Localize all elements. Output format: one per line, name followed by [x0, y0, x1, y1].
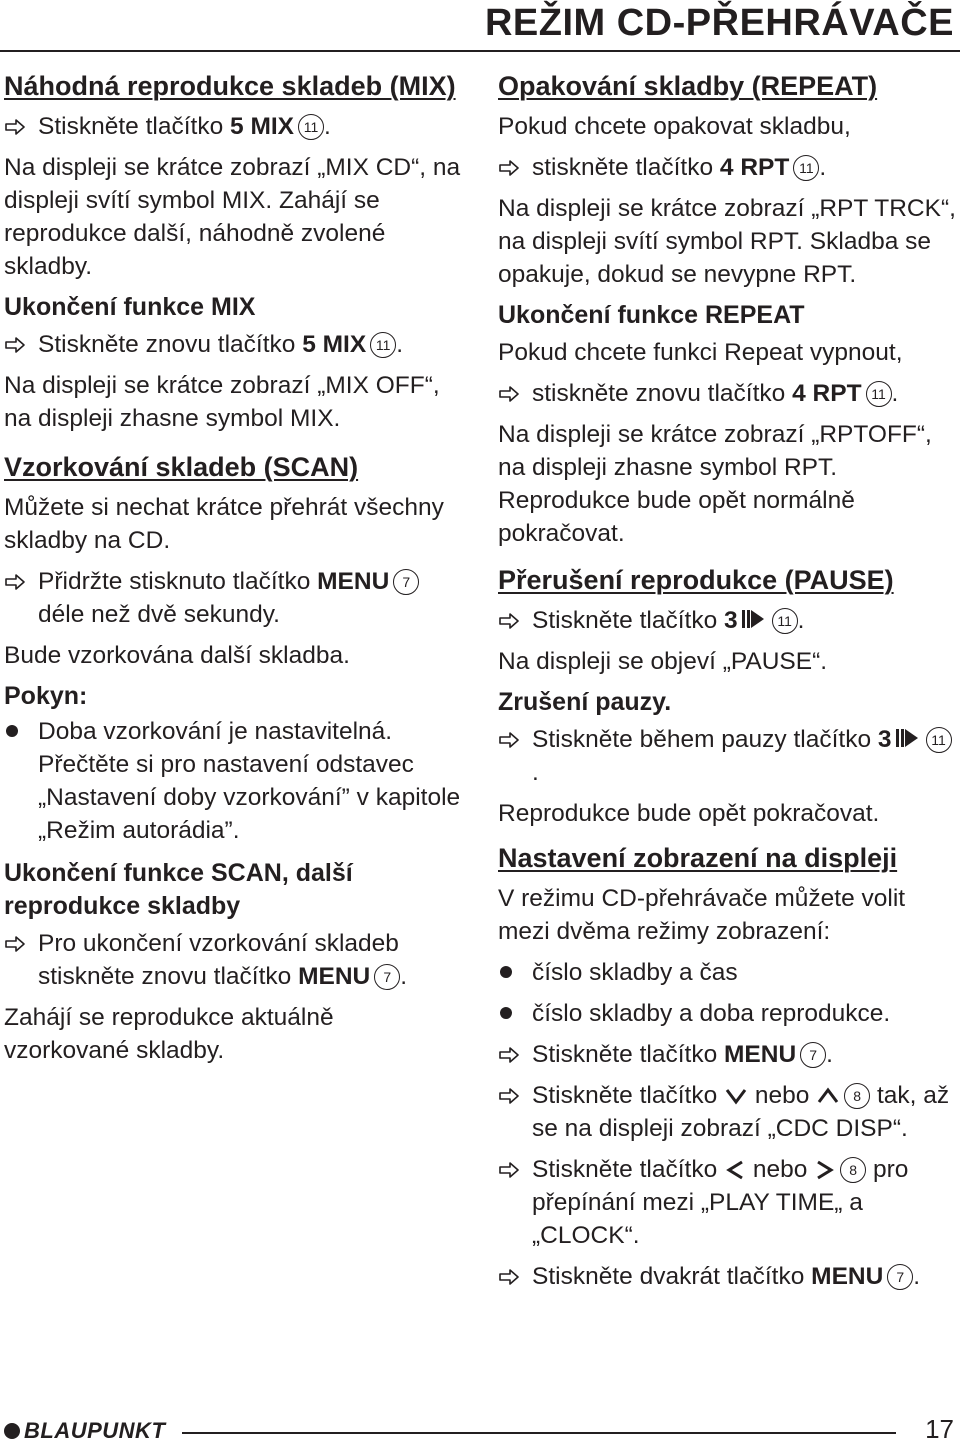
step-text: Stiskněte tlačítko [38, 113, 231, 140]
scan-heading: Vzorkování skladeb (SCAN) [4, 452, 359, 482]
key-number-badge: 11 [772, 608, 798, 634]
arrow-marker-icon [4, 573, 26, 591]
step-text: stiskněte znovu tlačítko [532, 380, 793, 407]
step-text-end: . [826, 1041, 833, 1068]
step-text-end: . [400, 963, 408, 990]
step-text-end: pro přepínání mezi „PLAY TIME„ a „CLOCK“. [532, 1156, 909, 1249]
page-number: 17 [925, 1414, 954, 1444]
arrow-marker-icon [498, 1161, 520, 1179]
step-text: Přidržte stisknuto tlačítko [38, 568, 318, 595]
step-text-end: . [797, 607, 805, 634]
pause-resume-result: Reprodukce bude opět pokračovat. [498, 800, 880, 827]
page-title: REŽIM CD-PŘEHRÁVAČE [484, 2, 954, 44]
repeat-step-press [498, 151, 956, 184]
pause-step-press [498, 604, 956, 637]
scan-step-stop [4, 927, 464, 993]
mix-description: Na displeji se krátce zobrazí „MIX CD“, na displeji svítí symbol MIX. Zahájí se reprodukce další, náhodně zvolené skladby. [4, 154, 461, 280]
step-text: Stiskněte tlačítko [532, 607, 725, 634]
pause-step-resume [498, 723, 956, 789]
footer-divider [182, 1432, 896, 1434]
step-text-end: déle než dvě sekundy. [38, 601, 280, 628]
display-step-left-right [498, 1153, 956, 1252]
display-bullet [498, 997, 956, 1030]
key-label: MENU [724, 1041, 797, 1068]
repeat-step-press-again [498, 377, 956, 410]
key-label: 4 RPT [719, 154, 790, 181]
key-label: 3 [724, 607, 738, 634]
scan-end-result: Zahájí se reprodukce aktuálně vzorkované skladby. [4, 1004, 334, 1064]
display-step-up-down [498, 1079, 956, 1145]
display-heading: Nastavení zobrazení na displeji [498, 843, 898, 873]
repeat-heading: Opakování skladby (REPEAT) [498, 71, 878, 101]
step-text: stiskněte tlačítko [532, 154, 720, 181]
header-divider [0, 50, 960, 52]
key-label: MENU [317, 568, 390, 595]
key-number-badge: 11 [793, 155, 819, 181]
chevron-right-icon [814, 1160, 836, 1180]
key-label: 3 [877, 726, 892, 753]
arrow-marker-icon [4, 935, 26, 953]
step-text: Stiskněte znovu tlačítko [38, 331, 303, 358]
key-number-badge: 7 [393, 569, 419, 595]
step-text: Stiskněte dvakrát tlačítko [532, 1263, 812, 1290]
arrow-marker-icon [498, 159, 520, 177]
repeat-description: Na displeji se krátce zobrazí „RPT TRCK“, na displeji svítí symbol RPT. Skladba se opakuje, dokud se nevypne RPT. [498, 195, 956, 288]
mix-off-description: Na displeji se krátce zobrazí „MIX OFF“, na displeji zhasne symbol MIX. [4, 372, 440, 432]
step-text: Stiskněte tlačítko [532, 1156, 725, 1183]
step-text-end: . [396, 331, 404, 358]
key-number-badge: 11 [866, 381, 892, 407]
bullet-text: číslo skladby a doba reprodukce. [532, 1000, 891, 1027]
repeat-end-heading: Ukončení funkce REPEAT [498, 301, 805, 329]
left-column [4, 62, 464, 1075]
chevron-down-icon [724, 1087, 748, 1105]
step-text: Stiskněte tlačítko [532, 1082, 725, 1109]
key-label: 5 MIX [230, 113, 295, 140]
key-label: 4 RPT [792, 380, 862, 407]
display-intro: V režimu CD-přehrávače můžete volit mezi dvěma režimy zobrazení: [498, 885, 906, 945]
play-pause-icon [894, 727, 920, 749]
step-text-end: . [891, 380, 899, 407]
cancel-pause-heading: Zrušení pauzy. [498, 688, 672, 716]
step-text: Pro ukončení vzorkování skladeb stiskněte znovu tlačítko [38, 930, 399, 990]
step-text-mid: nebo [746, 1156, 815, 1183]
scan-end-heading: Ukončení funkce SCAN, další reprodukce skladby [4, 859, 353, 920]
step-text-end: . [913, 1263, 921, 1290]
chevron-left-icon [724, 1160, 746, 1180]
arrow-marker-icon [498, 1046, 520, 1064]
key-label: MENU [811, 1263, 884, 1290]
step-text: Stiskněte tlačítko [532, 1041, 725, 1068]
note-heading: Pokyn: [4, 682, 88, 710]
logo-dot-icon [4, 1423, 20, 1439]
key-label: MENU [298, 963, 371, 990]
step-text: Stiskněte během pauzy tlačítko [532, 726, 878, 753]
key-number-badge: 8 [844, 1083, 870, 1109]
arrow-marker-icon [498, 612, 520, 630]
key-number-badge: 8 [840, 1157, 866, 1183]
step-text-end: . [819, 154, 827, 181]
arrow-marker-icon [498, 385, 520, 403]
repeat-intro: Pokud chcete opakovat skladbu, [498, 113, 851, 140]
step-text-mid: nebo [748, 1082, 817, 1109]
mix-step-press-again [4, 328, 464, 361]
key-number-badge: 11 [926, 727, 952, 753]
display-bullet [498, 956, 956, 989]
display-step-menu [498, 1038, 956, 1071]
play-pause-icon [740, 608, 766, 630]
arrow-marker-icon [4, 336, 26, 354]
bullet-dot-icon [6, 725, 18, 737]
brand-logo [4, 1418, 165, 1444]
brand-name: BLAUPUNKT [24, 1418, 166, 1443]
step-text-end: . [532, 759, 539, 786]
scan-result: Bude vzorkována další skladba. [4, 642, 350, 669]
arrow-marker-icon [498, 731, 520, 749]
step-text-end: tak, až se na displeji zobrazí „CDC DISP“. [532, 1082, 950, 1142]
repeat-off-description: Na displeji se krátce zobrazí „RPTOFF“, na displeji zhasne symbol RPT. Reprodukce bude opět normálně pokračovat. [498, 421, 932, 547]
step-text-end: . [324, 113, 331, 140]
chevron-up-icon [816, 1087, 840, 1105]
arrow-marker-icon [4, 118, 26, 136]
key-number-badge: 11 [298, 114, 324, 140]
mix-end-heading: Ukončení funkce MIX [4, 293, 256, 321]
arrow-marker-icon [498, 1268, 520, 1286]
mix-heading: Náhodná reprodukce skladeb (MIX) [4, 71, 456, 101]
mix-step-press [4, 110, 464, 143]
scan-step-hold [4, 565, 464, 631]
arrow-marker-icon [498, 1087, 520, 1105]
scan-intro: Můžete si nechat krátce přehrát všechny skladby na CD. [4, 494, 444, 554]
key-label: 5 MIX [302, 331, 367, 358]
repeat-off-intro: Pokud chcete funkci Repeat vypnout, [498, 339, 903, 366]
display-step-menu-twice [498, 1260, 956, 1293]
note-text: Doba vzorkování je nastavitelná. Přečtěte si pro nastavení odstavec „Nastavení doby vzorkování” v kapitole „Režim autorádia”. [38, 718, 461, 844]
pause-result: Na displeji se objeví „PAUSE“. [498, 648, 828, 675]
key-number-badge: 7 [374, 964, 400, 990]
bullet-text: číslo skladby a čas [532, 959, 738, 986]
key-number-badge: 7 [800, 1042, 826, 1068]
right-column [498, 62, 956, 1301]
bullet-dot-icon [500, 966, 512, 978]
key-number-badge: 7 [887, 1264, 913, 1290]
pause-heading: Přerušení reprodukce (PAUSE) [498, 565, 894, 595]
bullet-dot-icon [500, 1007, 512, 1019]
key-number-badge: 11 [370, 332, 396, 358]
note-bullet [4, 715, 464, 847]
